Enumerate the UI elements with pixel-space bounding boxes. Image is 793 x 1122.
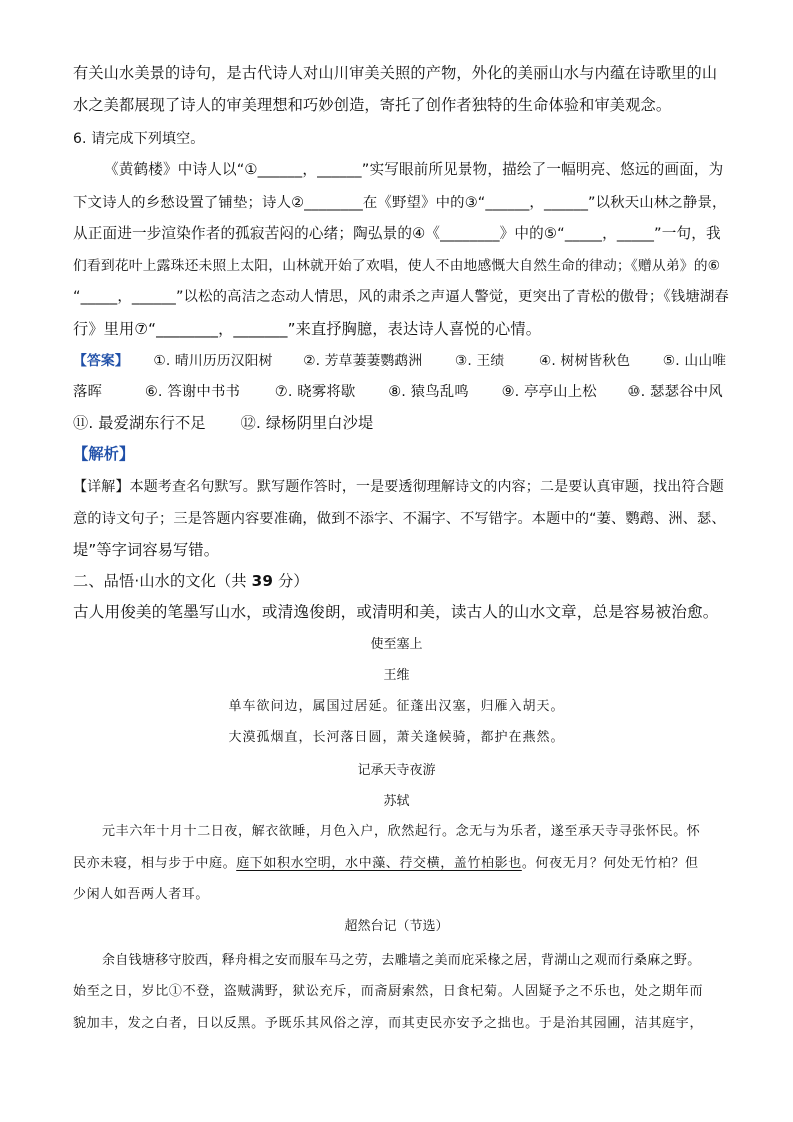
essay-2-line-1: 余自钱塘移守胶西，释舟楫之安而服车马之劳，去雕墙之美而庇采椽之居，背湖山之观而行桑麻之野。 — [102, 953, 701, 968]
essay-1-line-1: 元丰六年十月十二日夜，解衣欲睡，月色入户，欣然起行。念无与为乐者，遂至承天寺寻张怀民。怀 — [102, 824, 701, 839]
question-6-line-1: 《黄鹤楼》中诗人以“①______，______”实写眼前所见景物，描绘了一幅明亮、悠远的画面，为 — [104, 161, 724, 178]
question-6-line-3: 从正面进一步渲染作者的孤寂苦闷的心绪；陶弘景的④《________》中的⑤“_____，_____”一句，我 — [73, 225, 721, 242]
answer-item: ⑤. 山山唯 — [662, 353, 727, 369]
poem-author: 王维 — [383, 668, 410, 683]
analysis-text: 本题考查名句默写。默写题作答时，一是要透彻理解诗文的内容；二是要认真审题，找出符合题 — [129, 479, 724, 495]
answer-item: ⑥. 答谢中书书 — [144, 384, 241, 400]
essay-1-underlined-sentence: 庭下如积水空明，水中藻、荇交横，盖竹柏影也 — [236, 856, 522, 871]
essay-1-author: 苏轼 — [383, 794, 410, 809]
essay-1-text: 。何夜无月？何处无竹柏？但 — [521, 856, 699, 871]
section-2-score: 39 — [251, 572, 274, 590]
section-2-intro: 古人用俊美的笔墨写山水，或清逸俊朗，或清明和美，读古人的山水文章，总是容易被治愈。 — [73, 603, 719, 621]
answer-item: ②. 芳草萋萋鹦鹉洲 — [303, 353, 423, 369]
analysis-label-line — [73, 444, 728, 464]
analysis-label: 【解析】 — [73, 445, 135, 463]
answer-row-1 — [73, 351, 728, 371]
poem-line-2: 大漠孤烟直，长河落日圆，萧关逢候骑，都护在燕然。 — [228, 730, 565, 745]
question-6-line-4: 们看到花叶上露珠还未照上太阳，山林就开始了欢唱，使人不由地感慨大自然生命的律动；《赠从弟》的⑥ — [73, 258, 721, 274]
question-6-line-2: 下文诗人的乡愁设置了铺垫；诗人②________在《野望》中的③“______，______”以秋天山林之静景， — [73, 195, 727, 211]
answer-item: 落晖 — [73, 384, 103, 400]
essay-2-line-2: 始至之日，岁比①不登，盗贼满野，狱讼充斥，而斋厨索然，日食杞菊。人固疑予之不乐也，处之期年而 — [73, 984, 704, 999]
essay-1-line-2 — [73, 855, 699, 873]
answer-item: ⑫. 绿杨阴里白沙堤 — [240, 414, 374, 432]
essay-1-line-3: 少闲人如吾两人者耳。 — [73, 887, 210, 902]
answer-label: 【答案】 — [73, 353, 129, 369]
answer-item: ⑩. 瑟瑟谷中风 — [627, 384, 723, 400]
section-2-title — [73, 571, 728, 591]
poem-title: 使至塞上 — [370, 637, 423, 652]
detail-label: 【详解】 — [73, 479, 130, 495]
intro-line-1: 有关山水美景的诗句，是古代诗人对山川审美关照的产物，外化的美丽山水与内蕴在诗歌里的山 — [73, 64, 718, 82]
essay-1-title: 记承天寺夜游 — [357, 763, 436, 778]
analysis-line-2: 意的诗文句子；三是答题内容要准确，做到不添字、不漏字、不写错字。本题中的“萋、鹦鹉、洲、瑟、 — [73, 511, 726, 527]
answer-row-2 — [73, 382, 728, 402]
poem-line-1: 单车欲问边，属国过居延。征蓬出汉塞，归雁入胡天。 — [228, 699, 565, 714]
answer-item: ①. 晴川历历汉阳树 — [153, 353, 273, 369]
essay-1-text: 民亦未寝，相与步于中庭。 — [73, 856, 237, 871]
answer-row-3 — [73, 413, 728, 433]
answer-item: ⑦. 晓雾将歇 — [274, 384, 356, 400]
answer-item: ⑪. 最爱湖东行不足 — [73, 414, 206, 432]
question-6-line-6: 行》里用⑦“________，_______”来直抒胸臆，表达诗人喜悦的心情。 — [73, 320, 542, 338]
question-6-line-5: “_____，______”以松的高洁之态动人情思，风的肃杀之声逼人警觉，更突出了青松的傲骨；《钱塘湖春 — [73, 289, 729, 305]
essay-2-line-3: 貌加丰，发之白者，日以反黑。予既乐其风俗之淳，而其吏民亦安予之拙也。于是治其园圃，洁其庭宇， — [73, 1016, 704, 1031]
answer-item: ⑧. 猿鸟乱鸣 — [388, 384, 469, 400]
answer-item: ④. 树树皆秋色 — [538, 353, 631, 369]
section-2-title-text: 二、品悟·山水的文化（共 — [73, 572, 252, 590]
analysis-line-3: 堤”等字词容易写错。 — [73, 541, 220, 559]
answer-item: ⑨. 亭亭山上松 — [501, 384, 597, 400]
intro-line-2: 水之美都展现了诗人的审美理想和巧妙创造，寄托了创作者独特的生命体验和审美观念。 — [73, 96, 672, 114]
section-2-title-suffix: 分） — [273, 572, 309, 590]
analysis-line-1 — [73, 477, 728, 497]
question-6-title: 6. 请完成下列填空。 — [73, 131, 205, 147]
essay-2-title: 超然台记（节选） — [344, 919, 449, 934]
answer-item: ③. 王绩 — [454, 353, 505, 369]
